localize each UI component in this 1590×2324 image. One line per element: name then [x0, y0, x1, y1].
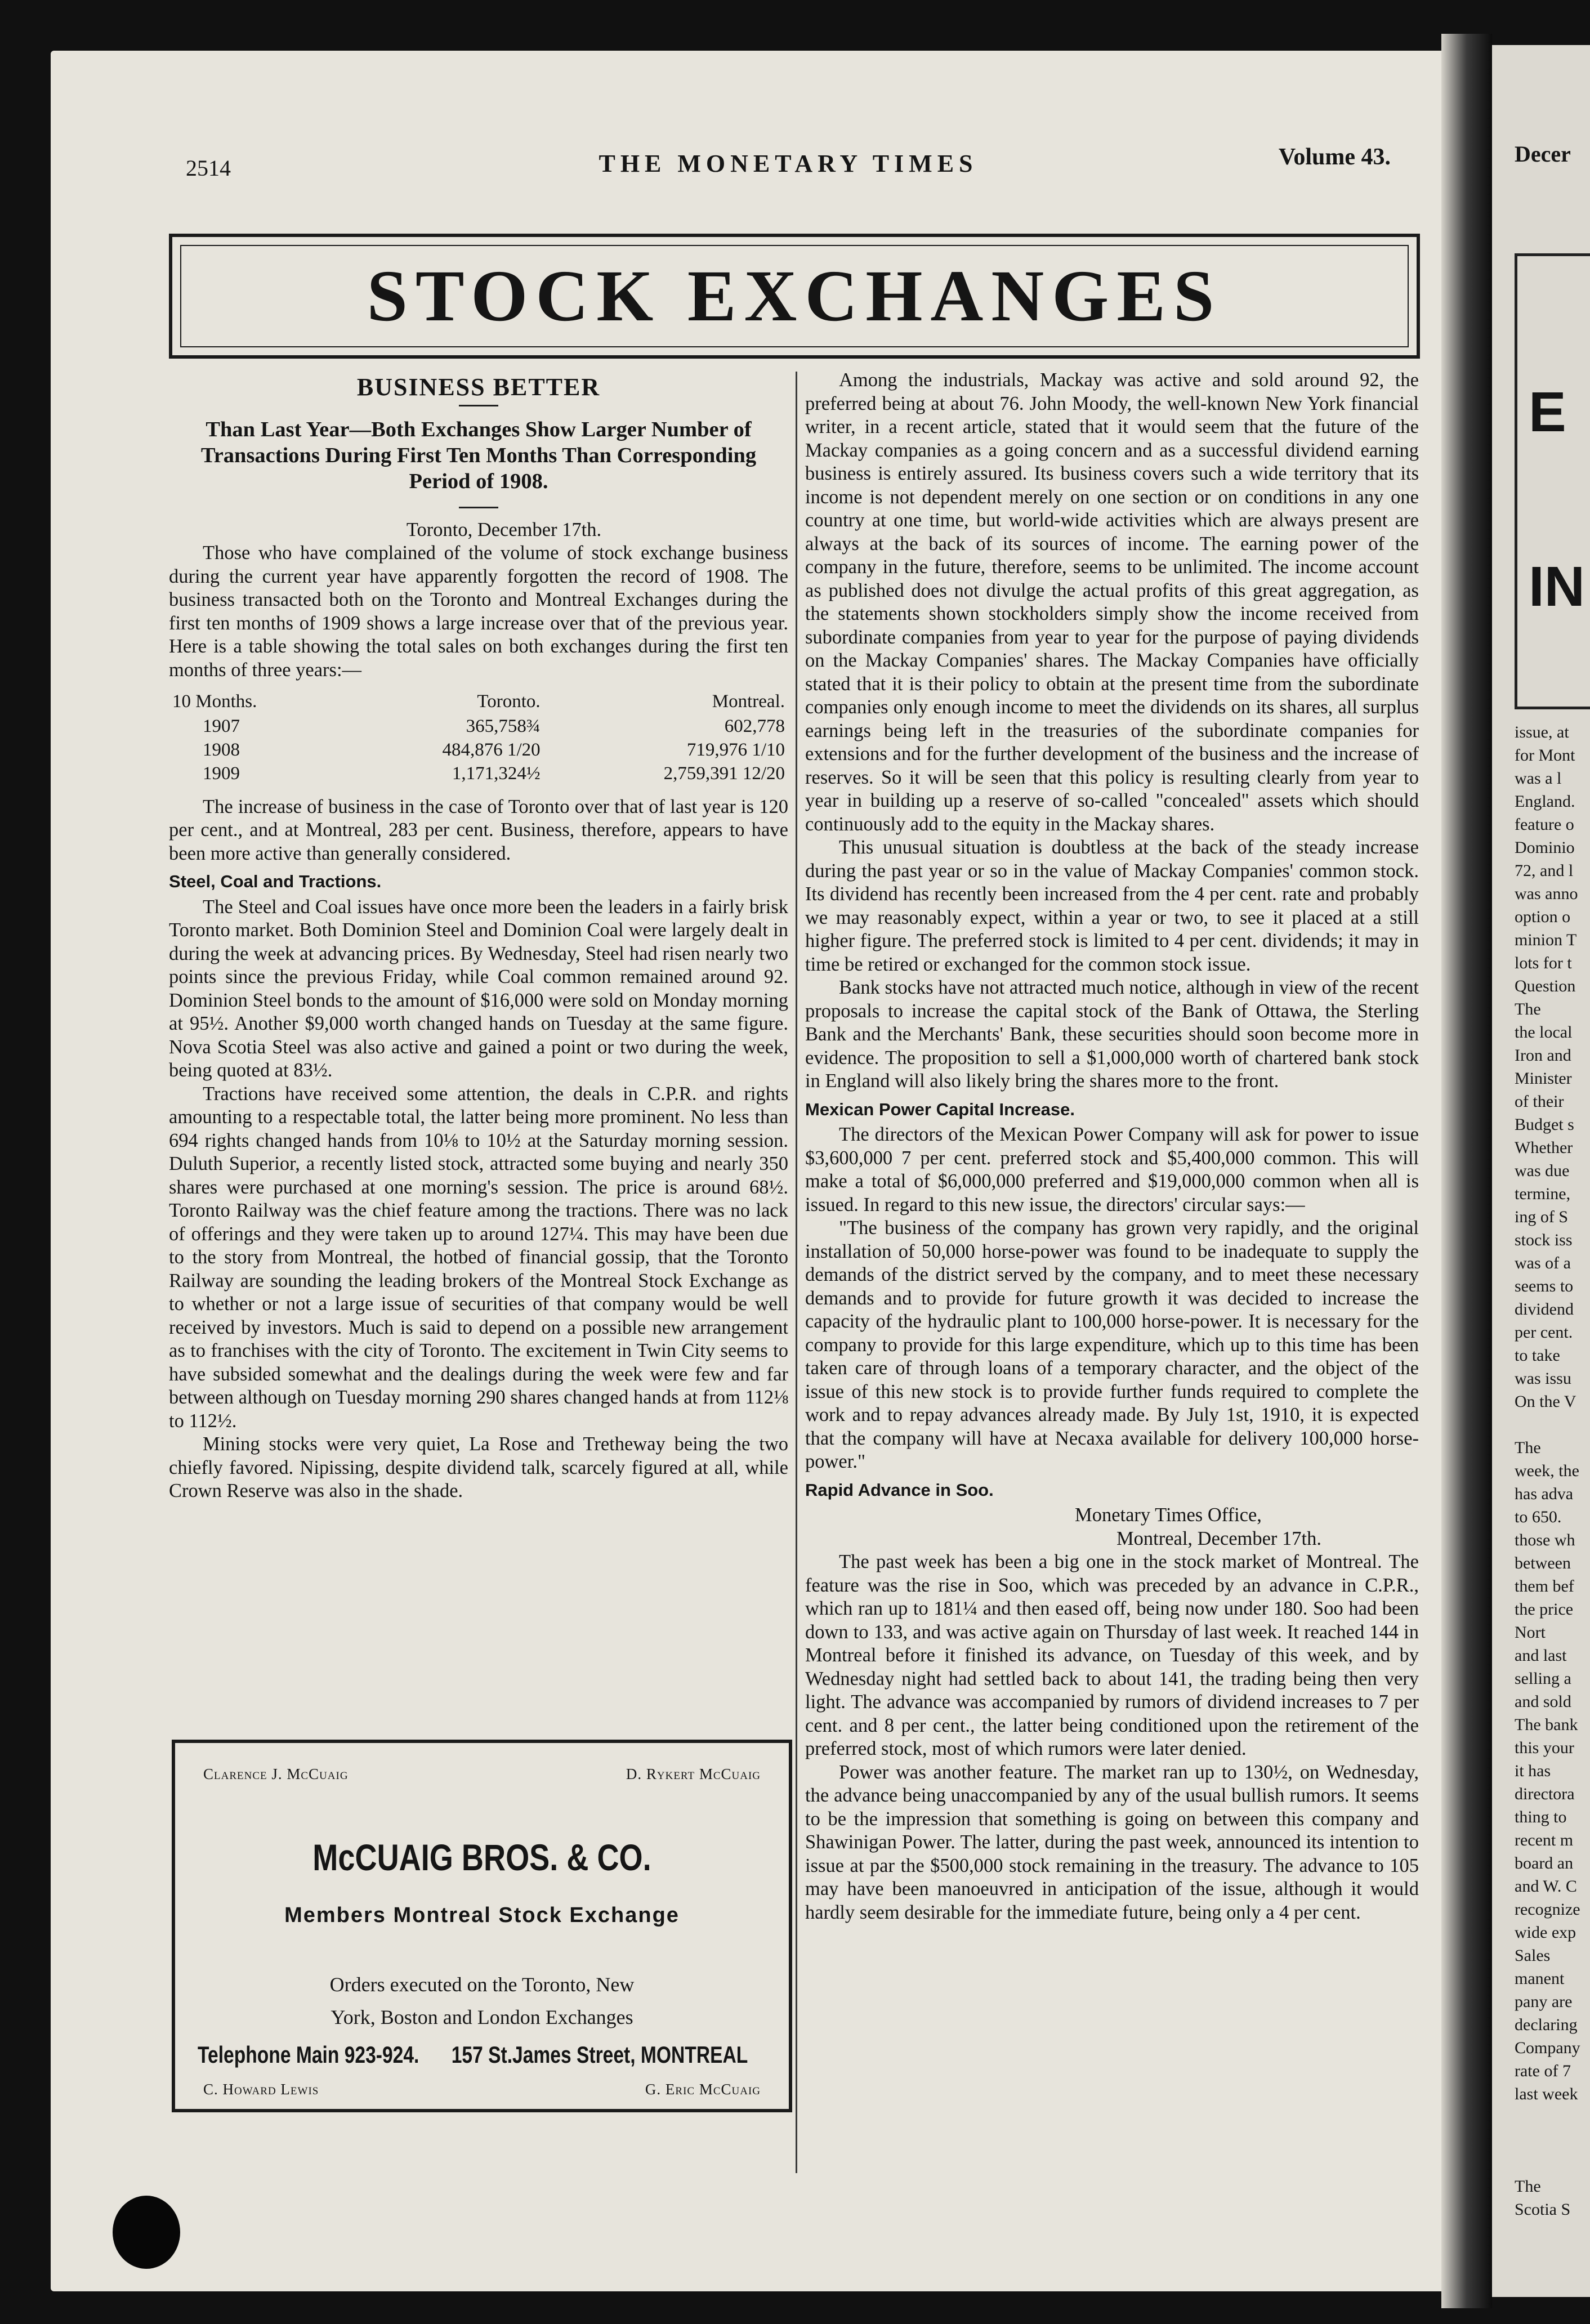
adjacent-page-line: thing to	[1515, 1808, 1567, 1826]
adjacent-page-line: Sales	[1515, 1946, 1551, 1965]
ad-name: C. Howard Lewis	[203, 2081, 319, 2098]
ad-orders: Orders executed on the Toronto, New York, Boston and London Exchanges	[329, 1973, 635, 2028]
adjacent-page-line: week, the	[1515, 1462, 1579, 1480]
adjacent-page-line: The	[1515, 2177, 1541, 2196]
adjacent-page-line: rate of 7	[1515, 2062, 1571, 2080]
adjacent-page-line: recent m	[1515, 1831, 1574, 1849]
adjacent-page-line: Whether	[1515, 1138, 1573, 1157]
mccuaig-advertisement	[172, 1740, 792, 2112]
paragraph-mexican: The directors of the Mexican Power Company will ask for power to issue $3,600,000 7 per cent. preferred stock and $5,400,000 common. This will make a total of $6,000,000 preferred and $19,000,000 common when all is issued. In regard to this new issue, the directors' circular says:—	[805, 1124, 1419, 1215]
left-column	[169, 369, 788, 1503]
section-heading-soo: Rapid Advance in Soo.	[805, 1480, 994, 1500]
volume-label: Volume 43.	[1278, 144, 1391, 170]
adjacent-page-line: Iron and	[1515, 1046, 1571, 1065]
ad-membership: Members Montreal Stock Exchange	[284, 1903, 680, 1927]
adjacent-page-line: of their	[1515, 1092, 1564, 1111]
adjacent-page-line: lots for t	[1515, 954, 1572, 972]
adjacent-page-line: for Mont	[1515, 746, 1575, 765]
adjacent-page	[1492, 45, 1590, 2297]
adjacent-page-header: Decer	[1515, 141, 1571, 167]
adjacent-page-line: was a l	[1515, 769, 1562, 788]
adjacent-page-box: E IN	[1515, 253, 1590, 709]
page-header	[186, 144, 1391, 183]
paragraph-mackay-situation: This unusual situation is doubtless at the back of the steady increase during the past year or so in the value of Mackay Companies' common stock. Its dividend has recently been increased from the 4 per cent. rate and probably we may reasonably expect, within a year or two, to see it placed at a still higher figure. The preferred stock is limited to 4 per cent. dividends; it may in time be retired or exchanged for the common stock issue.	[805, 837, 1419, 975]
adjacent-page-line	[1515, 2129, 1580, 2152]
adjacent-page-line: selling a	[1515, 1669, 1571, 1688]
adjacent-page-line: Company	[1515, 2039, 1580, 2057]
adjacent-page-line: issue, at	[1515, 723, 1569, 741]
adjacent-page-line: 72, and l	[1515, 861, 1574, 880]
table-row: 1907 365,758¾ 602,778	[203, 716, 785, 736]
adjacent-page-line: this your	[1515, 1738, 1574, 1757]
ad-contact	[198, 2041, 748, 2068]
adjacent-page-line: directora	[1515, 1785, 1575, 1803]
adjacent-page-line: last week	[1515, 2085, 1578, 2103]
adjacent-page-line: to 650.	[1515, 1508, 1562, 1526]
adjacent-page-line: was issu	[1515, 1369, 1571, 1388]
paragraph-bank: Bank stocks have not attracted much notice, although in view of the recent proposals to increase the capital stock of the Bank of Ottawa, the Sterling Bank and the Merchants' Bank, these securities should soon become more in evidence. The proposition to sell a $1,000,000 worth of chartered bank stock in England will also likely bring the shares more to the front.	[805, 977, 1419, 1092]
adjacent-page-line: between	[1515, 1554, 1571, 1572]
paragraph-tractions: Tractions have received some attention, the deals in C.P.R. and rights amounting to a respectable total, the latter being more prominent. No less than 694 rights changed hands from 10⅛ to 10½ at the Saturday morning session. Duluth Superior, a recently listed stock, attracted some buying and nearly 350 shares were purchased at one morning's session. The price is around 68½. Toronto Railway was the chief feature among the tractions. There was no lack of offerings and they were taken up to around 127¼. This may have been due to the story from Montreal, the hotbed of financial gossip, that the Toronto Railway are sounding the leading brokers of the Montreal Stock Exchange as to whether or not a large issue of securities of that company would be well received by investors. Much is said to depend on a possible new arrangement as to franchises with the city of Toronto. The excitement in Twin City seems to have subsided somewhat and the dealings during the week were few and far between although on Tuesday morning 290 shares changed hands at from 112⅛ to 112½.	[169, 1083, 788, 1432]
adjacent-page-line: Nort	[1515, 1623, 1546, 1642]
adjacent-page-line: was due	[1515, 1161, 1570, 1180]
adjacent-page-line: Dominio	[1515, 838, 1575, 857]
adjacent-page-line: England.	[1515, 792, 1575, 811]
article-title: BUSINESS BETTER	[356, 373, 601, 401]
adjacent-page-line: manent	[1515, 1969, 1565, 1988]
adjacent-page-line: wide exp	[1515, 1923, 1576, 1942]
adjacent-page-line: was anno	[1515, 884, 1578, 903]
adjacent-page-line: option o	[1515, 908, 1571, 926]
table-header-row: 10 Months. Toronto. Montreal.	[172, 691, 785, 712]
adjacent-page-line: pany are	[1515, 1992, 1573, 2011]
section-title: STOCK EXCHANGES	[367, 256, 1222, 337]
dateline: Toronto, December 17th.	[406, 519, 602, 540]
adjacent-page-line: seems to	[1515, 1277, 1574, 1295]
adjacent-page-line: dividend	[1515, 1300, 1574, 1319]
column-divider	[796, 372, 797, 2173]
section-heading-mexican: Mexican Power Capital Increase.	[805, 1099, 1075, 1119]
paragraph-mining: Mining stocks were very quiet, La Rose and Tretheway being the two chiefly favored. Nipissing, despite dividend talk, scarcely figured at all, while Crown Reserve was also in the shade.	[169, 1433, 788, 1501]
paragraph-mackay: Among the industrials, Mackay was active and sold around 92, the preferred being at about 76. John Moody, the well-known New York financial writer, in a recent article, stated that it would seem that the future of the Mackay companies as a going concern and as a successful dividend earning business is entirely assured. Its business covers such a wide territory that its income is not dependent merely on one section or on conditions in any one country at one time, but world-wide activities which are always present are always at the back of its sources of income. The earning power of the company in the future, therefore, seems to be unlimited. The income account as published does not divulge the actual profits of this great aggregation, as the statements shown stockholders simply show the income received from subordinate companies from year to year for the purpose of paying dividends on the Mackay Companies' shares. The Mackay Companies have officially stated that it is their policy to obtain at the present time from the subordinate companies only enough income to meet the dividends on its shares, all surplus earnings being left in the treasuries of the subordinate companies for extensions and for the further development of the business and the increase of reserves. So it will be seen that this policy is resulting clearly from year to year in building up a reserve of so-called "concealed" assets which should continuously add to the equity in the Mackay shares.	[805, 369, 1419, 835]
ad-telephone: Telephone Main 923-924.	[198, 2041, 419, 2068]
ad-name: Clarence J. McCuaig	[203, 1766, 349, 1782]
adjacent-page-line: board an	[1515, 1854, 1574, 1872]
adjacent-page-line: termine,	[1515, 1185, 1571, 1203]
page-number: 2514	[186, 155, 231, 181]
journal-title: THE MONETARY TIMES	[599, 150, 978, 177]
paragraph-steel: The Steel and Coal issues have once more been the leaders in a fairly brisk Toronto market. Both Dominion Steel and Dominion Coal were largely dealt in during the week at advancing prices. By Wednesday, Steel had risen nearly two points since the previous Friday, while Coal common remained around 92. Dominion Steel bonds to the amount of $16,000 were sold on Monday morning at 95½. Another $9,000 worth changed hands on Tuesday at the same figure. Nova Scotia Steel was also active and gained a point or two during the week, being quoted at 83½.	[169, 896, 788, 1081]
adjacent-page-line: Scotia S	[1515, 2200, 1571, 2219]
adjacent-page-line	[1515, 2152, 1580, 2175]
article-subtitle: Than Last Year—Both Exchanges Show Larger Number of Transactions During First Ten Months Than Corresponding Period of 1908.	[200, 417, 757, 493]
sales-table	[169, 690, 788, 785]
paragraph-soo: The past week has been a big one in the stock market of Montreal. The feature was the rise in Soo, which was preceded by an advance in C.P.R., which ran up to 181¼ and then eased off, being now under 180. Soo had been down to 133, and was active again on Thursday of last week. It reached 144 in Montreal before it finished its advance, on Tuesday of this week, and by Wednesday night had settled back to about 141, the trading being then very light. The advance was accompanied by rumors of dividend increases to 7 per cent. and 8 per cent., the latter being conditioned upon the retirement of the preferred stock, most of which rumors were later denied.	[805, 1551, 1419, 1759]
adjacent-page-line: to take	[1515, 1346, 1560, 1365]
section-banner	[169, 234, 1420, 359]
adjacent-page-line: Question	[1515, 977, 1576, 995]
adjacent-page-line: and sold	[1515, 1692, 1571, 1711]
right-column	[805, 369, 1419, 1924]
paragraph-power: Power was another feature. The market ran up to 130½, on Wednesday, the advance being unaccompanied by any of the usual bullish rumors. It seems to be the impression that something is going on between this company and Shawinigan Power. The latter, during the past week, announced its intention to issue at par the $500,000 stock remaining in the treasury. The advance to 105 may have been manoeuvred in anticipation of the issue, although it would hardly seem desirable for the immediate future, being only a 4 per cent.	[805, 1761, 1419, 1923]
adjacent-page-line: The bank	[1515, 1715, 1578, 1734]
adjacent-page-line: Minister	[1515, 1069, 1572, 1088]
adjacent-page-line: Budget s	[1515, 1115, 1574, 1134]
adjacent-page-line: those wh	[1515, 1531, 1575, 1549]
adjacent-page-text	[1515, 721, 1580, 2221]
adjacent-page-line: ing of S	[1515, 1208, 1569, 1226]
ad-firm-name: McCUAIG BROS. & CO.	[312, 1836, 651, 1878]
signature-office: Monetary Times Office,	[1075, 1504, 1262, 1526]
ad-name: G. Eric McCuaig	[645, 2081, 761, 2098]
book-gutter	[1441, 34, 1492, 2308]
adjacent-page-line: and last	[1515, 1646, 1567, 1665]
ad-name: D. Rykert McCuaig	[626, 1766, 761, 1782]
adjacent-page-line: The	[1515, 1438, 1541, 1457]
adjacent-page-line: was of a	[1515, 1254, 1571, 1272]
scan-blot	[113, 2196, 180, 2269]
signature-date: Montreal, December 17th.	[1116, 1527, 1322, 1549]
adjacent-page-line: On the V	[1515, 1392, 1576, 1411]
adjacent-page-line: recognize	[1515, 1900, 1580, 1919]
section-heading-steel: Steel, Coal and Tractions.	[169, 872, 382, 891]
adjacent-page-line: the price	[1515, 1600, 1574, 1619]
paragraph-intro: Those who have complained of the volume of stock exchange business during the current year have apparently forgotten the record of 1908. The business transacted both on the Toronto and Montreal Exchanges during the first ten months of 1909 shows a large increase over that of the previous year. Here is a table showing the total sales on both exchanges during the first ten months of three years:—	[169, 542, 788, 681]
adjacent-page-line: per cent.	[1515, 1323, 1573, 1342]
adjacent-page-line: feature o	[1515, 815, 1574, 834]
adjacent-page-line: it has	[1515, 1762, 1551, 1780]
adjacent-page-line: declaring	[1515, 2015, 1578, 2034]
adjacent-page-line	[1515, 2106, 1580, 2129]
paragraph-quote: "The business of the company has grown very rapidly, and the original installation of 50,000 horse-power was found to be inadequate to supply the demands of the district served by the company, and to meet these necessary demands and to provide for future growth it was decided to increase the capacity of the hydraulic plant to 100,000 horse-power. It is necessary for the company to provide for this large expenditure, which up to this time has been taken care of through loans of a temporary character, and the object of the issue of this new stock is to provide further funds required to complete the work and to repay advances already made. By July 1st, 1910, it is expected that the company will have at Necaxa available for delivery 100,000 horse-power."	[805, 1217, 1419, 1472]
adjacent-page-line: and W. C	[1515, 1877, 1577, 1896]
adjacent-page-line: stock iss	[1515, 1231, 1573, 1249]
adjacent-page-line: minion T	[1515, 931, 1577, 949]
adjacent-page-line: The	[1515, 1000, 1541, 1018]
adjacent-page-line: has adva	[1515, 1485, 1574, 1503]
table-row: 1908 484,876 1/20 719,976 1/10	[203, 739, 785, 760]
adjacent-page-line: them bef	[1515, 1577, 1574, 1595]
paragraph-increase: The increase of business in the case of Toronto over that of last year is 120 per cent., and at Montreal, 283 per cent. Business, therefore, appears to have been more active than generally considered.	[169, 795, 788, 864]
ad-address: 157 St.James Street, MONTREAL	[451, 2041, 748, 2068]
adjacent-page-line: the local	[1515, 1023, 1573, 1042]
table-row: 1909 1,171,324½ 2,759,391 12/20	[203, 763, 785, 784]
adjacent-page-line	[1515, 1413, 1580, 1436]
